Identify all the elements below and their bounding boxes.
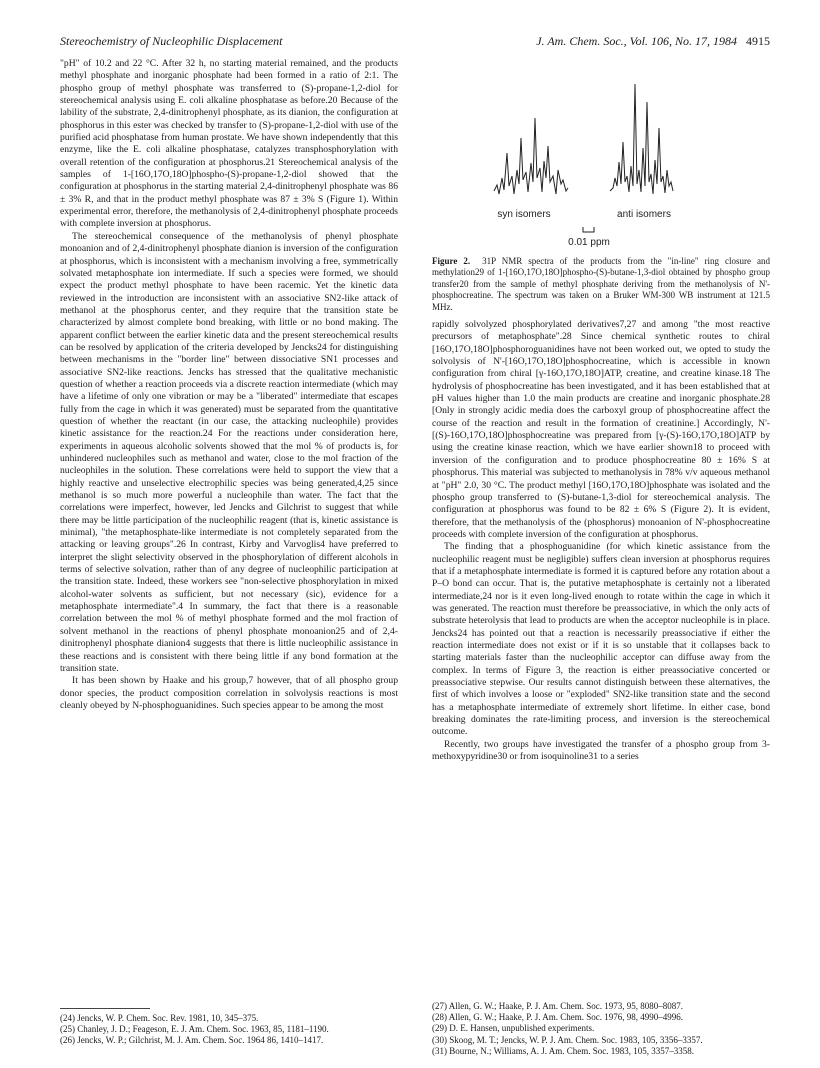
reference-item: (26) Jencks, W. P.; Gilchrist, M. J. Am. Chem. Soc. 1964 86, 1410–1417.: [60, 1035, 324, 1046]
figure-2: [432, 58, 770, 250]
caption-text: 31P NMR spectra of the products from the "in-line" ring closure and methylation29 of 1-[16O,17O,18O]phospho-(S)-butane-1,3-diol obtained by phospho group transfer20 from the sample of methyl phosphate deriving from the methanolysis of N'-phosphocreatine. The spectrum was taken on a Bruker WM-300 WB instrument at 121.5 MHz.: [432, 256, 770, 312]
caption-label: Figure 2.: [432, 256, 471, 266]
body-paragraph: rapidly solvolyzed phosphorylated derivatives7,27 and among "the most reactive precursors of metaphosphate".28 Since chemical synthetic routes to chiral [16O,17O,18O]phosphoroguanidines have not been worked out, we opted to study the solvolysis of N'-[16O,17O,18O]phosphocreatine, which is accessible in known configuration from chiral [γ-16O,17O,18O]ATP, creatine, and creatine kinase.18 The hydrolysis of phosphocreatine has been investigated, and it has been established that at pH values higher than 1.0 the main products are creatine and inorganic phosphate.28 [Only in strongly acidic media does the carboxyl group of phosphocreatine affect the course of the reaction and result in the formation of creatinine.] Accordingly, N'-[(S)-16O,17O,18O]phosphocreatine was prepared from [γ-(S)-16O,17O,18O]ATP by using the creatine kinase reaction, which we have earlier shown18 to proceed with inversion of the configuration and to produce phosphocreatine 80 ± 16% S at phosphorus. This material was subjected to methanolysis in 78% v/v aqueous methanol at "pH" 2.0, 30 °C. The product methyl [16O,17O,18O]phosphate was isolated and the phospho group transferred to (S)-butane-1,3-diol for stereochemical analysis. The configuration at phosphorus was found to be 82 ± 6% S (Figure 2). It is evident, therefore, that the methanolysis of the (phosphorus) monoanion of N'-phosphocreatine proceeds with complete inversion of the configuration at phosphorus.: [432, 319, 770, 540]
syn-isomers-spectrum: [494, 118, 568, 194]
body-paragraph: The finding that a phosphoguanidine (for which kinetic assistance from the nucleophilic reagent must be negligible) suffers clean inversion at phosphorus requires that if a metaphosphate intermediate is formed it is captured before any rotation about a P–O bond can occur. That is, the putative metaphosphate is certainly not a liberated intermediate,24 nor is it even long-lived enough to rotate within the cage in which it was generated. The reaction must therefore be preassociative, in which the only acts of substrate heterolysis that lead to products are when the acceptor nucleophile is in place. Jencks24 has pointed out that a reaction is necessarily preassociative if either the reaction intermediate does not exist or if it is so unstable that it collapses back to starting materials faster than the nucleophilic acceptor can diffuse away from the complex. In terms of Figure 3, the reaction is either preassociative concerted or preassociative stepwise. Our results cannot distinguish between these alternatives, the first of which involves a loose or "exploded" SN2-like transition state and the second has a metaphosphate intermediate of extremely short lifetime. In either case, bond breaking dominates the rate-limiting process, and inversion is the stereochemical outcome.: [432, 541, 770, 738]
page-number: 4915: [746, 34, 770, 48]
body-paragraph: It has been shown by Haake and his group,7 however, that of all phospho group donor species, the product composition correlation in solvolysis reactions is most cleanly obeyed by N-phosphoguanidines. Such species appear to be among the most: [60, 675, 398, 711]
figure-caption: [432, 256, 770, 313]
right-column: [432, 58, 770, 763]
journal-citation: [536, 34, 770, 49]
reference-item: (25) Chanley, J. D.; Feageson, E. J. Am. Chem. Soc. 1963, 85, 1181–1190.: [60, 1024, 329, 1035]
syn-isomers-label: syn isomers: [497, 209, 551, 220]
footnotes-left: [60, 1008, 398, 1047]
anti-isomers-spectrum: [610, 84, 673, 194]
running-title: Stereochemistry of Nucleophilic Displacement: [60, 34, 283, 48]
footnote-rule: [60, 1008, 150, 1009]
body-paragraph: "pH" of 10.2 and 22 °C. After 32 h, no starting material remained, and the products methyl phosphate and inorganic phosphate had been formed in a ratio of 2:1. The phospho group of methyl phosphate was transferred to (S)-propane-1,2-diol for stereochemical analysis using E. coli alkaline phosphatase as before.20 Because of the lability of the substrate, 2,4-dinitrophenyl phosphate, as its dianion, the configuration at phosphorus in this ester was checked by transfer to (S)-propane-1,2-diol with use of the purified acid phosphatase from human prostate. We have shown independently that this enzyme, like the E. coli alkaline phosphatase, catalyzes transphosphorylation with overall retention of the configuration at phosphorus.21 Stereochemical analysis of the samples of 1-[16O,17O,18O]phospho-(S)-propane-1,2-diol showed that the configuration at phosphorus in the starting material 2,4-dinitrophenyl phosphate was 86 ± 3% R, and that in the product methyl phosphate was 87 ± 3% S (Figure 1). Within experimental error, therefore, the methanolysis of 2,4-dinitrophenyl phosphate proceeds with complete inversion at phosphorus.: [60, 58, 398, 230]
journal-name: J. Am. Chem. Soc., Vol. 106, No. 17, 1984: [536, 34, 737, 48]
reference-item: (30) Skoog, M. T.; Jencks, W. P. J. Am. Chem. Soc. 1983, 105, 3356–3357.: [432, 1034, 703, 1045]
reference-item: (28) Allen, G. W.; Haake, P. J. Am. Chem. Soc. 1976, 98, 4990–4996.: [432, 1012, 683, 1023]
footnotes-right: [432, 1001, 770, 1057]
reference-item: (27) Allen, G. W.; Haake, P. J. Am. Chem. Soc. 1973, 95, 8080–8087.: [432, 1001, 683, 1011]
nmr-spectrum-plot: [432, 58, 770, 250]
reference-item: (24) Jencks, W. P. Chem. Soc. Rev. 1981, 10, 345–375.: [60, 1013, 259, 1023]
page-header: [60, 34, 770, 50]
reference-item: (29) D. E. Hansen, unpublished experiments.: [432, 1023, 595, 1034]
scale-label: 0.01 ppm: [568, 237, 610, 248]
scale-bar: [583, 227, 594, 232]
body-paragraph: Recently, two groups have investigated the transfer of a phospho group from 3-methoxypyridine30 or from isoquinoline31 to a series: [432, 738, 770, 763]
anti-isomers-label: anti isomers: [617, 209, 671, 220]
left-column: [60, 58, 398, 712]
reference-item: (31) Bourne, N.; Williams, A. J. Am. Chem. Soc. 1983, 105, 3357–3358.: [432, 1045, 694, 1056]
body-paragraph: The stereochemical consequence of the methanolysis of phenyl phosphate monoanion and of 2,4-dinitrophenyl phosphate dianion is inversion of the configuration at phosphorus, which is inconsistent with a mechanism involving a free, symmetrically solvated metaphosphate ion intermediate. If such a species were formed, we should expect the product methyl phosphate to have been racemic. Yet the kinetic data reviewed in the introduction are inconsistent with an associative SN2-like attack of methanol at the phosphorus center, and they require that the transition state be characterized by almost complete bond breaking, with little or no bond making. The apparent conflict between the earlier kinetic data and the present stereochemical results can be resolved by application of the criteria developed by Jencks24 for distinguishing between mechanisms in the "border line" between dissociative SN1 processes and associative SN2-like reactions. Jencks has stressed that the qualitative mechanistic question of whether a reaction proceeds via a discrete reaction intermediate (which may have a lifetime of only one vibration or may be a "liberated" intermediate that escapes fully from the cage in which it was generated) must be separated from the quantitative question of whether the reactant (in our case, the attacking nucleophile) provides kinetic assistance for the reaction.24 For the reactions under consideration here, experiments in aqueous alcoholic solvents showed that the mol % of products is, for unhindered nucleophiles such as methanol and water, close to the mol fraction of the nucleophiles in the solution. These correlations were held to support the view that a highly reactive and unselective electrophilic species was being generated,4,25 since methanol is so much more powerful a nucleophile than water. The fact that the correlations were imperfect, however, led Jencks and Gilchrist to suggest that while there may be little participation of the nucleophilic reagent (that is, kinetic assistance is minimal), "the metaphosphate-like intermediate is not completely separated from the attacking or leaving groups".26 In contrast, Kirby and Varvoglis4 have preferred to interpret the slight selectivity observed in the phosphorylation of different alcohols in terms of selective solvation, rather than of any degree of nucleophilic participation at the transition state. Indeed, these workers see "non-selective phosphorylation in mixed alcohol-water solvents as sufficient, but not necessary (sic), evidence for a metaphosphate intermediate".4 In summary, the fact that there is a reasonable correlation between the mol % of methyl phosphate formed and the mol fraction of solvent methanol in the reactions of phenyl phosphate monoanion25 and of 2,4-dinitrophenyl phosphate dianion4 suggests that there is little nucleophilic assistance in these reactions and is consistent with there being little if any bond formation at the transition state.: [60, 230, 398, 674]
